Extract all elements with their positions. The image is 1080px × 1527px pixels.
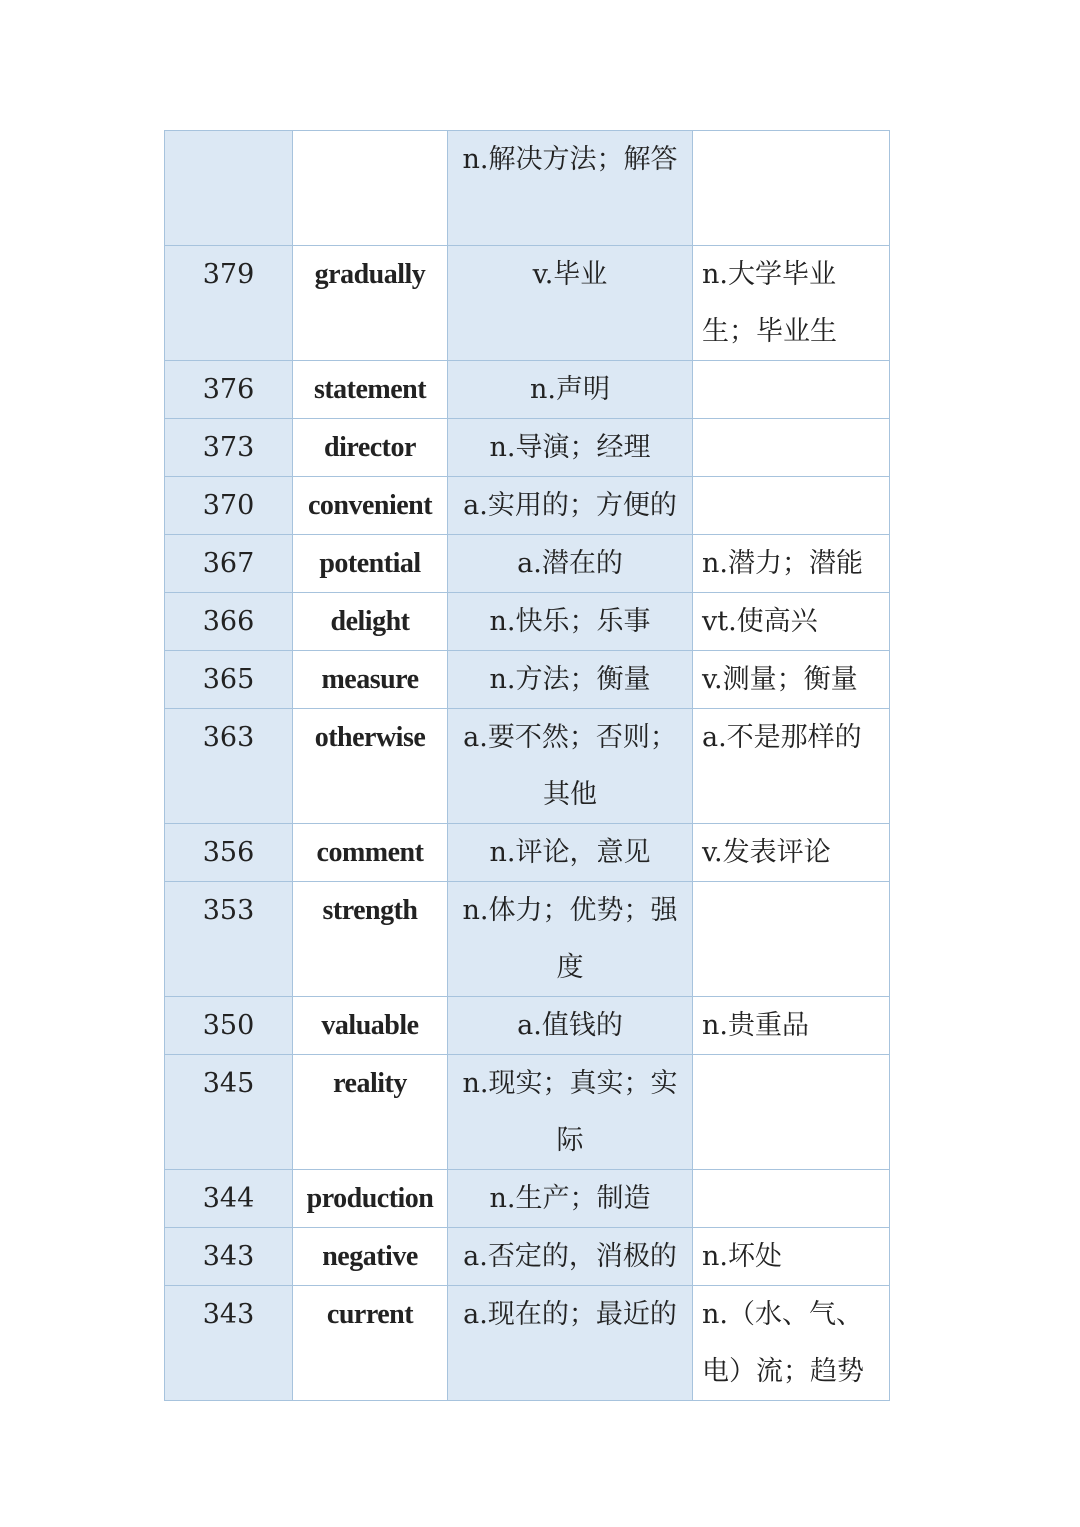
table-row	[165, 477, 890, 535]
primary-definition: a.潜在的	[448, 535, 693, 593]
table-row	[165, 419, 890, 477]
secondary-definition	[693, 131, 890, 246]
rank-number: 344	[165, 1170, 293, 1228]
primary-definition: a.否定的，消极的	[448, 1228, 693, 1286]
english-word: strength	[293, 882, 448, 997]
primary-definition: n.体力；优势；强度	[448, 882, 693, 997]
rank-number: 356	[165, 824, 293, 882]
secondary-definition	[693, 361, 890, 419]
secondary-definition	[693, 882, 890, 997]
primary-definition: n.快乐；乐事	[448, 593, 693, 651]
rank-number: 379	[165, 246, 293, 361]
table-row	[165, 1055, 890, 1170]
rank-number	[165, 131, 293, 246]
table-row	[165, 361, 890, 419]
table-row	[165, 997, 890, 1055]
primary-definition: a.值钱的	[448, 997, 693, 1055]
table-row	[165, 246, 890, 361]
primary-definition: n.声明	[448, 361, 693, 419]
primary-definition: n.评论，意见	[448, 824, 693, 882]
rank-number: 376	[165, 361, 293, 419]
secondary-definition: v.测量；衡量	[693, 651, 890, 709]
english-word: delight	[293, 593, 448, 651]
rank-number: 345	[165, 1055, 293, 1170]
rank-number: 373	[165, 419, 293, 477]
english-word	[293, 131, 448, 246]
rank-number: 366	[165, 593, 293, 651]
table-row	[165, 1286, 890, 1401]
table-row	[165, 1228, 890, 1286]
english-word: statement	[293, 361, 448, 419]
rank-number: 363	[165, 709, 293, 824]
rank-number: 365	[165, 651, 293, 709]
primary-definition: v.毕业	[448, 246, 693, 361]
secondary-definition	[693, 1170, 890, 1228]
rank-number: 353	[165, 882, 293, 997]
primary-definition: n.生产；制造	[448, 1170, 693, 1228]
secondary-definition	[693, 419, 890, 477]
rank-number: 370	[165, 477, 293, 535]
table-row	[165, 824, 890, 882]
primary-definition: n.方法；衡量	[448, 651, 693, 709]
rank-number: 343	[165, 1286, 293, 1401]
vocabulary-table	[164, 130, 890, 1401]
secondary-definition: n.（水、气、电）流；趋势	[693, 1286, 890, 1401]
rank-number: 367	[165, 535, 293, 593]
rank-number: 350	[165, 997, 293, 1055]
rank-number: 343	[165, 1228, 293, 1286]
secondary-definition: vt.使高兴	[693, 593, 890, 651]
secondary-definition: v.发表评论	[693, 824, 890, 882]
english-word: gradually	[293, 246, 448, 361]
primary-definition: n.现实；真实；实际	[448, 1055, 693, 1170]
english-word: reality	[293, 1055, 448, 1170]
english-word: current	[293, 1286, 448, 1401]
english-word: director	[293, 419, 448, 477]
secondary-definition: n.大学毕业生；毕业生	[693, 246, 890, 361]
primary-definition: n.解决方法；解答	[448, 131, 693, 246]
secondary-definition: a.不是那样的	[693, 709, 890, 824]
primary-definition: a.现在的；最近的	[448, 1286, 693, 1401]
table-row	[165, 535, 890, 593]
secondary-definition: n.潜力；潜能	[693, 535, 890, 593]
english-word: negative	[293, 1228, 448, 1286]
secondary-definition	[693, 1055, 890, 1170]
english-word: measure	[293, 651, 448, 709]
english-word: convenient	[293, 477, 448, 535]
table-row	[165, 593, 890, 651]
vocabulary-table-body	[165, 131, 890, 1401]
table-row	[165, 131, 890, 246]
english-word: potential	[293, 535, 448, 593]
primary-definition: a.要不然；否则；其他	[448, 709, 693, 824]
table-row	[165, 709, 890, 824]
english-word: valuable	[293, 997, 448, 1055]
english-word: otherwise	[293, 709, 448, 824]
table-row	[165, 882, 890, 997]
secondary-definition: n.坏处	[693, 1228, 890, 1286]
english-word: comment	[293, 824, 448, 882]
table-row	[165, 651, 890, 709]
secondary-definition	[693, 477, 890, 535]
secondary-definition: n.贵重品	[693, 997, 890, 1055]
primary-definition: n.导演；经理	[448, 419, 693, 477]
table-row	[165, 1170, 890, 1228]
primary-definition: a.实用的；方便的	[448, 477, 693, 535]
english-word: production	[293, 1170, 448, 1228]
